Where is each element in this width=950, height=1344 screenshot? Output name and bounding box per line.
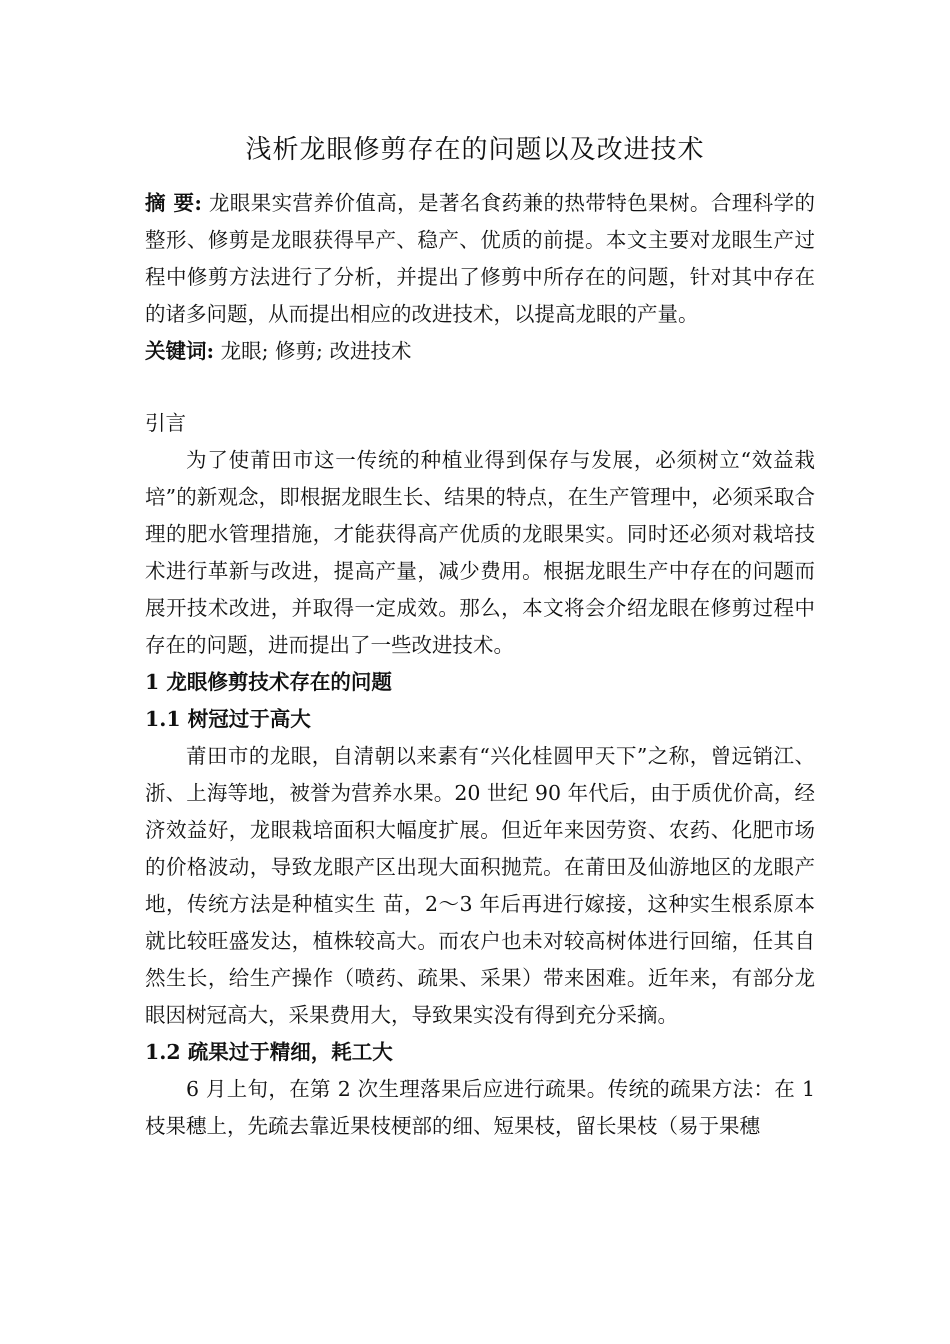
keywords-text: 龙眼; 修剪; 改进技术: [214, 339, 412, 363]
document-body: [145, 185, 815, 1145]
abstract-label: 摘 要:: [145, 191, 202, 215]
spacer: [145, 370, 815, 405]
intro-heading: 引言: [145, 411, 186, 435]
intro-paragraph: 为了使莆田市这一传统的种植业得到保存与发展，必须树立“效益栽培”的新观念，即根据龙眼生长、结果的特点，在生产管理中，必须采取合理的肥水管理措施，才能获得高产优质的龙眼果实。同时还必须对栽培技术进行革新与改进，提高产量，减少费用。根据龙眼生产中存在的问题而展开技术改进，并取得一定成效。那么，本文将会介绍龙眼在修剪过程中存在的问题，进而提出了一些改进技术。: [145, 448, 815, 657]
keywords-label: 关键词:: [145, 339, 215, 363]
section-1-2-heading: 1.2 疏果过于精细，耗工大: [145, 1040, 393, 1064]
abstract-paragraph: [145, 185, 815, 333]
document-title: 浅析龙眼修剪存在的问题以及改进技术: [245, 135, 705, 165]
section-1-1-heading: 1.1 树冠过于高大: [145, 707, 311, 731]
section-1-2-paragraph: 6 月上旬，在第 2 次生理落果后应进行疏果。传统的疏果方法：在 1 枝果穗上，先疏去靠近果枝梗部的细、短果枝，留长果枝（易于果穗: [145, 1077, 815, 1138]
section-1-heading: 1 龙眼修剪技术存在的问题: [145, 670, 392, 694]
abstract-text: 龙眼果实营养价值高，是著名食药兼的热带特色果树。合理科学的整形、修剪是龙眼获得早产、稳产、优质的前提。本文主要对龙眼生产过程中修剪方法进行了分析，并提出了修剪中所存在的问题，针对其中存在的诸多问题，从而提出相应的改进技术，以提高龙眼的产量。: [145, 191, 815, 326]
keywords-paragraph: [145, 333, 815, 370]
section-1-1-paragraph: 莆田市的龙眼，自清朝以来素有“兴化桂圆甲天下”之称，曾远销江、浙、上海等地，被誉为营养水果。20 世纪 90 年代后，由于质优价高，经济效益好，龙眼栽培面积大幅度扩展。但近年来因劳资、农药、化肥市场的价格波动，导致龙眼产区出现大面积抛荒。在莆田及仙游地区的龙眼产地，传统方法是种植实生 苗，2〜3 年后再进行嫁接，这种实生根系原本就比较旺盛发达，植株较高大。而农户也未对较高树体进行回缩，任其自然生长，给生产操作（喷药、疏果、采果）带来困难。近年来，有部分龙眼因树冠高大，采果费用大，导致果实没有得到充分采摘。: [145, 744, 815, 1027]
